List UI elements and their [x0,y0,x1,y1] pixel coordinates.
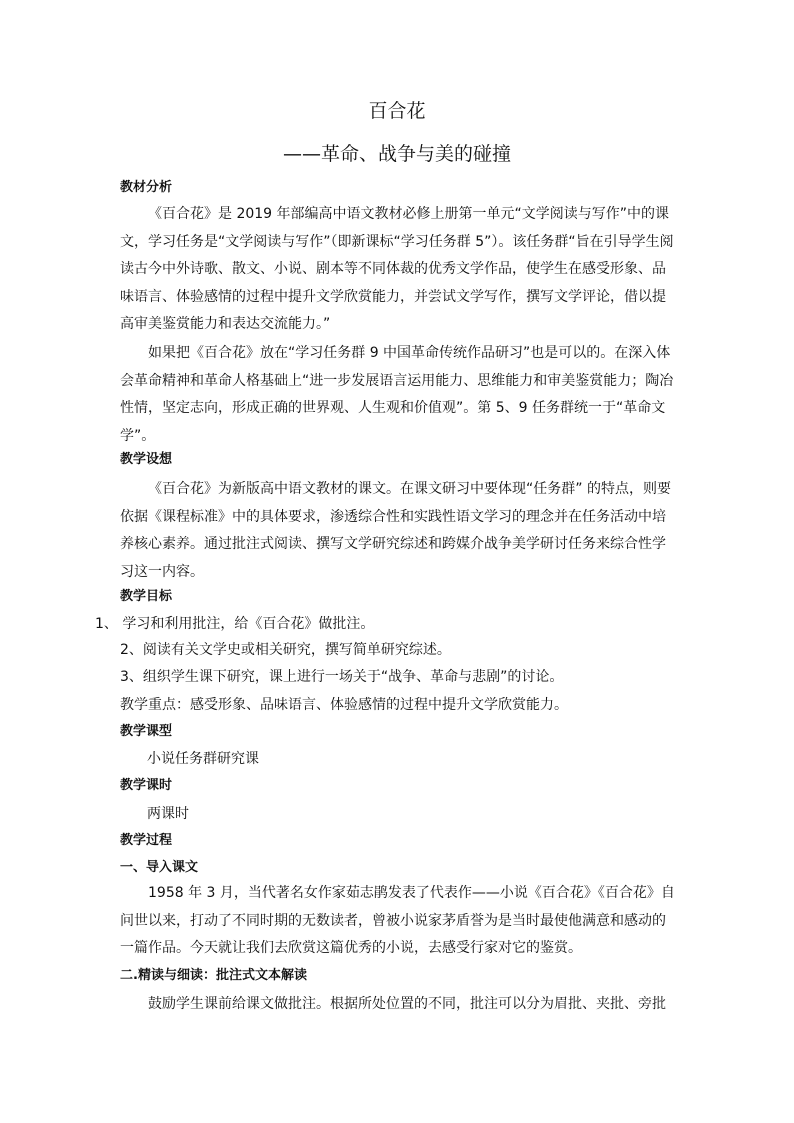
section-heading-goals: 教学目标 [120,589,173,604]
document-subtitle: ——革命、战争与美的碰撞 [282,143,511,165]
section-heading-type: 教学课型 [120,724,173,739]
goal-item-1: 1、 学习和利用批注，给《百合花》做批注。 [95,616,375,632]
step-heading-intro: 一、导入课文 [120,860,199,875]
section-heading-analysis: 教材分析 [120,180,173,195]
section-heading-hours: 教学课时 [120,778,173,793]
section-heading-design: 教学设想 [120,452,173,467]
section-heading-process: 教学过程 [120,833,173,848]
step-heading-close-reading: 二.精读与细读：批注式文本解读 [120,968,307,983]
analysis-paragraph-1: 《百合花》是 2019 年部编高中语文教材必修上册第一单元“文学阅读与写作”中的课文，学习任务是“文学阅读与写作”（即新课标“学习任务群 5”）。该任务群“旨在引导学生阅读古今中外诗歌、散文、小说、剧本等不同体裁的优秀文学作品，使学生在感受形象、品味语言、体验感情的过程中提升文学欣赏能力，并尝试文学写作，撰写文学评论，借以提高审美鉴赏能力和表达交流能力。” [120,206,674,332]
document-title: 百合花 [368,100,426,122]
goal-item-2: 2、阅读有关文学史或相关研究，撰写简单研究综述。 [120,642,451,658]
analysis-paragraph-2: 如果把《百合花》放在“学习任务群 9 中国革命传统作品研习”也是可以的。在深入体会革命精神和革命人格基础上“进一步发展语言运用能力、思维能力和审美鉴赏能力；陶冶性情，坚定志向，形成正确的世界观、人生观和价值观”。第 5、9 任务群统一于“革命文学”。 [120,345,674,444]
design-paragraph-1: 《百合花》为新版高中语文教材的课文。在课文研习中要体现“任务群” 的特点，则要依据《课程标准》中的具体要求，渗透综合性和实践性语文学习的理念并在任务活动中培养核心素养。通过批注式阅读、撰写文学研究综述和跨媒介战争美学研讨任务来综合性学习这一内容。 [120,481,671,580]
goal-item-3: 3、组织学生课下研究，课上进行一场关于“战争、革命与悲剧”的讨论。 [120,669,564,685]
intro-paragraph: 1958 年 3 月，当代著名女作家茹志鹃发表了代表作——小说《百合花》《百合花》自问世以来，打动了不同时期的无数读者，曾被小说家茅盾誉为是当时最使他满意和感动的一篇作品。今天就让我们去欣赏这篇优秀的小说，去感受行家对它的鉴赏。 [120,885,675,956]
close-reading-paragraph: 鼓励学生课前给课文做批注。根据所处位置的不同，批注可以分为眉批、夹批、旁批 [148,996,666,1012]
teaching-focus: 教学重点：感受形象、品味语言、体验感情的过程中提升文学欣赏能力。 [120,697,568,713]
lesson-type-value: 小说任务群研究课 [147,751,259,767]
lesson-hours-value: 两课时 [147,806,189,822]
